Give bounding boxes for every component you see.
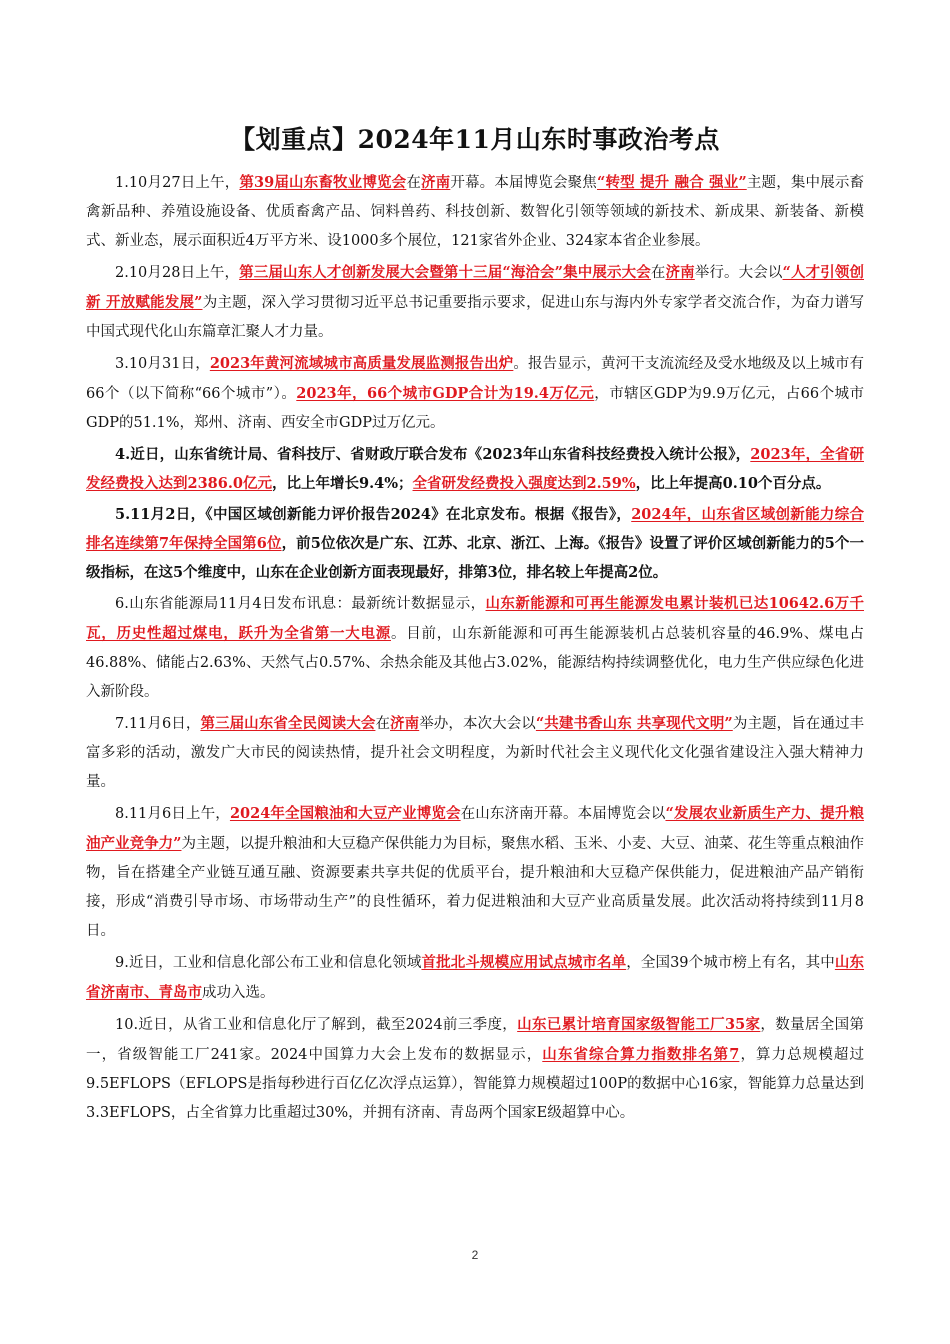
paragraph-text: 4.近日，山东省统计局、省科技厅、省财政厅联合发布《2023年山东省科技经费投入统计公报》，	[115, 446, 751, 463]
paragraph-text: ，比上年提高0.10个百分点。	[635, 475, 831, 492]
highlighted-key-point: 山东省济南市、青岛市	[86, 954, 865, 1001]
highlighted-key-point: “人才引领创新 开放赋能发展”	[86, 264, 864, 311]
paragraph-text: 8.11月6日上午，	[115, 806, 230, 822]
highlighted-key-point: “共建书香山东 共享现代文明”	[535, 715, 733, 732]
paragraph-text: 为主题，深入学习贯彻习近平总书记重要指示要求，促进山东与海内外专家学者交流合作，为奋力谱写中国式现代化山东篇章汇聚人才力量。	[86, 295, 865, 340]
highlighted-key-point: “转型 提升 融合 强业”	[596, 174, 747, 191]
highlighted-key-point: 山东省综合算力指数排名第7	[542, 1046, 740, 1063]
news-item	[86, 948, 864, 1008]
highlighted-key-point: 山东已累计培育国家级智能工厂35家	[517, 1016, 761, 1033]
paragraph-text: 10.近日，从省工业和信息化厅了解到，截至2024前三季度，	[115, 1017, 518, 1033]
highlighted-key-point: 2023年，全省研发经费投入达到2386.0亿元	[86, 446, 864, 492]
paragraph-text: ，数量居全国第一，省级智能工厂241家。2024中国算力大会上发布的数据显示，	[86, 1017, 864, 1063]
news-item	[86, 258, 864, 347]
paragraph-text: ，算力总规模超过9.5EFLOPS（EFLOPS是指每秒进行百亿亿次浮点运算），智能算力规模超过100P的数据中心16家，智能算力总量达到3.3EFLOPS，占全省算力比重超过30%，并拥有济南、青岛两个国家E级超算中心。	[86, 1047, 865, 1121]
paragraph-text: 9.近日，工业和信息化部公布工业和信息化领域	[115, 955, 422, 971]
paragraph-text: 6.山东省能源局11月4日发布讯息：最新统计数据显示，	[115, 596, 486, 612]
highlighted-key-point: 济南	[390, 715, 420, 732]
highlighted-key-point: 第三届山东省全民阅读大会	[200, 715, 376, 732]
highlighted-key-point: 首批北斗规模应用试点城市名单	[421, 954, 627, 971]
paragraph-text: 举办，本次大会以	[419, 716, 536, 732]
paragraph-text: 为主题，旨在通过丰富多彩的活动，激发广大市民的阅读热情，提升社会文明程度，为新时代社会主义现代化文化强省建设注入强大精神力量。	[86, 716, 865, 790]
highlighted-key-point: 2024年，山东省区域创新能力综合排名连续第7年保持全国第6位	[86, 506, 864, 552]
highlighted-key-point: 第39届山东畜牧业博览会	[239, 174, 407, 191]
highlighted-key-point: 2023年黄河流域城市高质量发展监测报告出炉	[209, 355, 514, 372]
paragraph-text: 1.10月27日上午，	[115, 175, 240, 191]
paragraph-text: ，前5位依次是广东、江苏、北京、浙江、上海。《报告》设置了评价区域创新能力的5个一级指标，在这5个维度中，山东在企业创新方面表现最好，排第3位，排名较上年提高2位。	[86, 535, 864, 581]
paragraph-text: 7.11月6日，	[115, 716, 201, 732]
highlighted-key-point: 济南	[665, 264, 695, 281]
news-item	[86, 1010, 864, 1128]
paragraph-text: 在	[406, 175, 422, 191]
news-item	[86, 709, 864, 797]
paragraph-text: ，全国39个城市榜上有名，其中	[626, 955, 835, 971]
highlighted-key-point: 全省研发经费投入强度达到2.59%	[412, 475, 636, 492]
highlighted-key-point: 第三届山东人才创新发展大会暨第十三届“海洽会”集中展示大会	[239, 264, 651, 281]
news-item	[86, 349, 864, 438]
news-item	[86, 168, 864, 256]
paragraph-text: ，比上年增长9.4%；	[272, 475, 413, 492]
paragraph-text: 主题，集中展示畜禽新品种、养殖设施设备、优质畜禽产品、饲料兽药、科技创新、数智化引领等领域的新技术、新成果、新装备、新模式、新业态，展示面积近4万平方米、设1000多个展位，121家省外企业、324家本省企业参展。	[86, 175, 865, 249]
highlighted-key-point: 2024年全国粮油和大豆产业博览会	[229, 805, 461, 822]
paragraph-text: 2.10月28日上午，	[115, 265, 240, 281]
paragraph-text: 举行。大会以	[694, 265, 783, 281]
highlighted-key-point: 济南	[421, 174, 451, 191]
paragraph-text: 。报告显示，黄河干支流流经及受水地级及以上城市有66个（以下简称“66个城市”）。	[86, 356, 864, 402]
paragraph-text: 3.10月31日，	[115, 356, 210, 372]
news-item	[86, 440, 864, 498]
news-item	[86, 799, 864, 946]
paragraph-text: 开幕。本届博览会聚焦	[450, 175, 597, 191]
highlighted-key-point: “发展农业新质生产力、提升粮油产业竞争力”	[86, 805, 865, 852]
paragraph-text: 。目前，山东新能源和可再生能源装机占总装机容量的46.9%、煤电占46.88%、储能占2.63%、天然气占0.57%、余热余能及其他占3.02%，能源结构持续调整优化，电力生产供应绿色化进入新阶段。	[86, 626, 865, 700]
highlighted-key-point: 2023年，66个城市GDP合计为19.4万亿元	[296, 385, 595, 402]
news-item	[86, 589, 864, 707]
news-item	[86, 500, 864, 587]
highlighted-key-point: 山东新能源和可再生能源发电累计装机已达10642.6万千瓦，历史性超过煤电，跃升为全省第一大电源	[86, 595, 864, 642]
paragraph-text: 在	[375, 716, 391, 732]
page-number: 2	[471, 1248, 479, 1262]
paragraph-text: 在山东济南开幕。本届博览会以	[460, 806, 666, 822]
paragraph-text: 成功入选。	[202, 985, 275, 1001]
paragraph-text: 在	[650, 265, 666, 281]
paragraph-text: ，市辖区GDP为9.9万亿元，占66个城市GDP的51.1%，郑州、济南、西安全市GDP过万亿元。	[86, 386, 864, 431]
paragraph-text: 为主题，以提升粮油和大豆稳产保供能力为目标，聚焦水稻、玉米、小麦、大豆、油菜、花生等重点粮油作物，旨在搭建全产业链互通互融、资源要素共享共促的优质平台，提升粮油和大豆稳产保供能力，促进粮油产品产销衔接，形成“消费引导市场、市场带动生产”的良性循环，着力促进粮油和大豆产业高质量发展。此次活动将持续到11月8日。	[86, 836, 865, 939]
paragraph-text: 5.11月2日，《中国区域创新能力评价报告2024》在北京发布。根据《报告》，	[115, 506, 632, 523]
page-title: 【划重点】2024年11月山东时事政治考点	[230, 125, 720, 154]
article-body	[86, 168, 864, 1130]
